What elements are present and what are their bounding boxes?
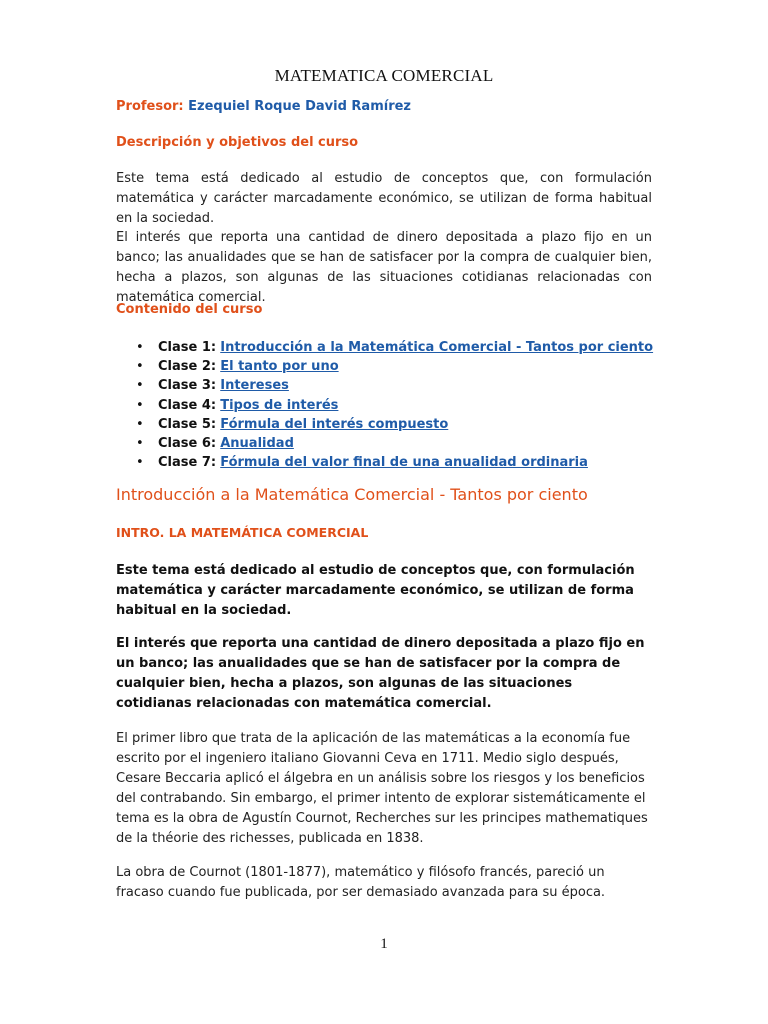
intro-bold-paragraph-2: El interés que reporta una cantidad de dinero depositada a plazo fijo en un banco; las anualidades que se han de satisfacer por la compra de cualquier bien, hecha a plazos, son algunas de las situaciones cotidianas relacionadas con matemática comercial.: [116, 636, 645, 711]
class-link-7[interactable]: Fórmula del valor final de una anualidad ordinaria: [220, 455, 588, 471]
class-list-item-5: • Clase 5: Fórmula del interés compuesto: [136, 416, 449, 432]
description-paragraph-2: El interés que reporta una cantidad de dinero depositada a plazo fijo en un banco; las anualidades que se han de satisfacer por la compra de cualquier bien, hecha a plazos, son algunas de las situaciones cotidianas relacionadas con matemática comercial.: [116, 230, 652, 305]
document-title: MATEMATICA COMERCIAL: [274, 66, 494, 85]
class-link-4[interactable]: Tipos de interés: [220, 397, 339, 413]
intro-bold-paragraph-1: Este tema está dedicado al estudio de conceptos que, con formulación matemática y carácter marcadamente económico, se utilizan de forma habitual en la sociedad.: [116, 563, 635, 618]
professor-line: [116, 99, 652, 114]
class-list-item-2: • Clase 2: El tanto por uno: [136, 359, 339, 375]
class-link-6[interactable]: Anualidad: [220, 435, 294, 451]
history-paragraph-2: La obra de Cournot (1801-1877), matemático y filósofo francés, pareció un fracaso cuando fue publicada, por ser demasiado avanzada para su época.: [116, 865, 606, 900]
class-link-1[interactable]: Introducción a la Matemática Comercial - Tantos por ciento: [220, 340, 654, 355]
content-heading: Contenido del curso: [116, 302, 263, 317]
class-list-item-6: • Clase 6: Anualidad: [136, 435, 294, 451]
class-list-item-7: • Clase 7: Fórmula del valor final de una anualidad ordinaria: [136, 455, 588, 471]
professor-label: Profesor:: [116, 99, 184, 114]
class-link-3[interactable]: Intereses: [220, 378, 289, 394]
description-heading: Descripción y objetivos del curso: [116, 135, 359, 150]
class-list-item-3: • Clase 3: Intereses: [136, 378, 289, 394]
professor-name: Ezequiel Roque David Ramírez: [188, 99, 411, 114]
section-title: Introducción a la Matemática Comercial - Tantos por ciento: [116, 485, 588, 504]
class-list: [136, 338, 653, 472]
description-paragraph-1: Este tema está dedicado al estudio de conceptos que, con formulación matemática y carácter marcadamente económico, se utilizan de forma habitual en la sociedad.: [116, 171, 652, 226]
class-list-item-1: • Clase 1: Introducción a la Matemática Comercial - Tantos por ciento: [136, 340, 654, 355]
page-number: 1: [380, 936, 388, 952]
class-link-2[interactable]: El tanto por uno: [220, 359, 339, 375]
intro-heading: INTRO. LA MATEMÁTICA COMERCIAL: [116, 525, 369, 540]
class-list-item-4: • Clase 4: Tipos de interés: [136, 397, 339, 413]
history-paragraph-1: El primer libro que trata de la aplicación de las matemáticas a la economía fue escrito por el ingeniero italiano Giovanni Ceva en 1711. Medio siglo después, Cesare Beccaria aplicó el álgebra en un análisis sobre los riesgos y los beneficios del contrabando. Sin embargo, el primer intento de explorar sistemáticamente el tema es la obra de Agustín Cournot, Recherches sur les principes mathematiques de la théorie des richesses, publicada en 1838.: [116, 731, 648, 846]
class-link-5[interactable]: Fórmula del interés compuesto: [220, 416, 449, 432]
